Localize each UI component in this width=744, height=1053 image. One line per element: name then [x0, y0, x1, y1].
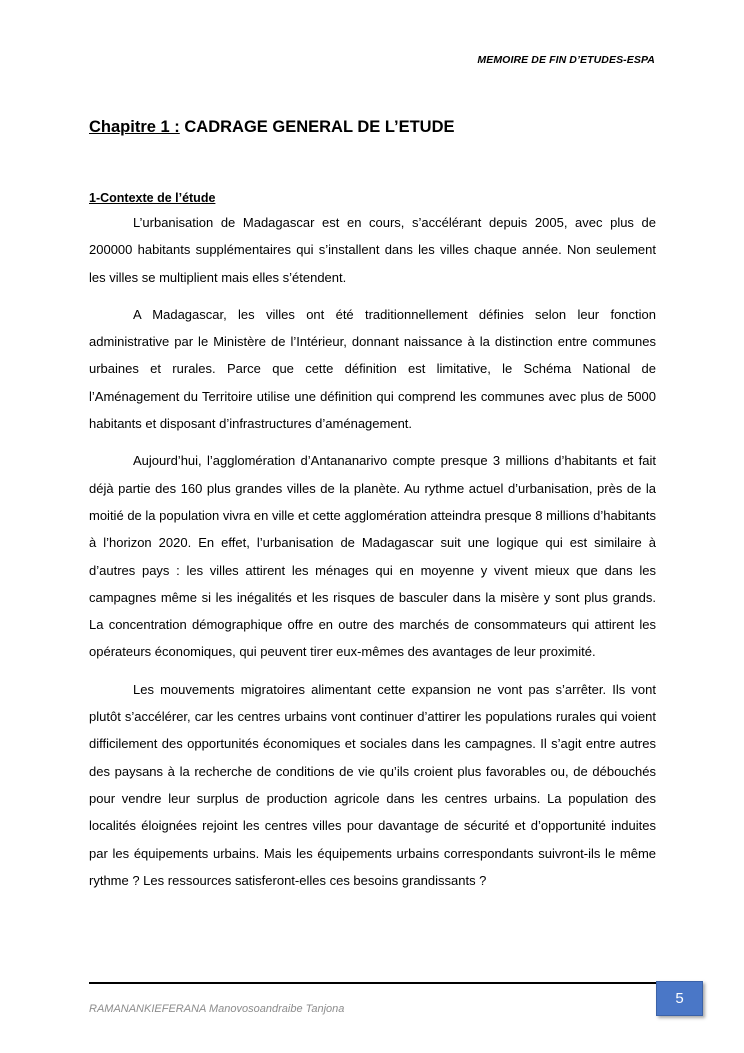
- chapter-title: [89, 118, 455, 137]
- running-header: MEMOIRE DE FIN D’ETUDES-ESPA: [477, 54, 655, 66]
- paragraph-3: Aujourd’hui, l’agglomération d’Antananarivo compte presque 3 millions d’habitants et fait déjà partie des 160 plus grandes villes de la planète. Au rythme actuel d’urbanisation, près de la moitié de la population vivra en ville et cette agglomération atteindra presque 8 millions d’habitants à l’horizon 2020. En effet, l’urbanisation de Madagascar suit une logique qui est similaire à d’autres pays : les villes attirent les ménages qui en moyenne y vivent mieux que dans les campagnes même si les inégalités et les risques de basculer dans la misère y sont plus grands. La concentration démographique offre en outre des marchés de consommateurs qui attirent les opérateurs économiques, qui peuvent tirer eux-mêmes des avantages de leur proximité.: [89, 453, 656, 660]
- footer-divider: [89, 982, 678, 984]
- chapter-prefix: Chapitre 1 :: [89, 118, 180, 136]
- document-body: [89, 189, 656, 904]
- paragraph-1: L’urbanisation de Madagascar est en cours, s’accélérant depuis 2005, avec plus de 200000 habitants supplémentaires qui s’installent dans les villes chaque année. Non seulement les villes se multiplient mais elles s’étendent.: [89, 215, 656, 285]
- paragraph-2: A Madagascar, les villes ont été traditionnellement définies selon leur fonction administrative par le Ministère de l’Intérieur, donnant naissance à la distinction entre communes urbaines et rurales. Parce que cette définition est limitative, le Schéma National de l’Aménagement du Territoire utilise une définition qui comprend les communes avec plus de 5000 habitants et disposant d’infrastructures d’aménagement.: [89, 306, 656, 432]
- page-number-badge: 5: [656, 981, 703, 1016]
- footer-author: RAMANANKIEFERANA Manovosoandraibe Tanjona: [89, 1003, 345, 1015]
- section-heading: 1-Contexte de l’étude: [89, 191, 216, 205]
- chapter-title-text: CADRAGE GENERAL DE L’ETUDE: [184, 118, 455, 136]
- paragraph-4: Les mouvements migratoires alimentant cette expansion ne vont pas s’arrêter. Ils vont plutôt s’accélérer, car les centres urbains vont continuer d’attirer les populations rurales qui voient difficilement des opportunités économiques et sociales dans les campagnes. Il s’agit entre autres des paysans à la recherche de conditions de vie qu’ils croient plus favorables ou, de débouchés pour vendre leur surplus de production agricole dans les centres urbains. La population des localités éloignées rejoint les centres villes pour davantage de sécurité et d’opportunité induites par les équipements urbains. Mais les équipements urbains correspondants suivront-ils le même rythme ? Les ressources satisferont-elles ces besoins grandissants ?: [89, 681, 656, 888]
